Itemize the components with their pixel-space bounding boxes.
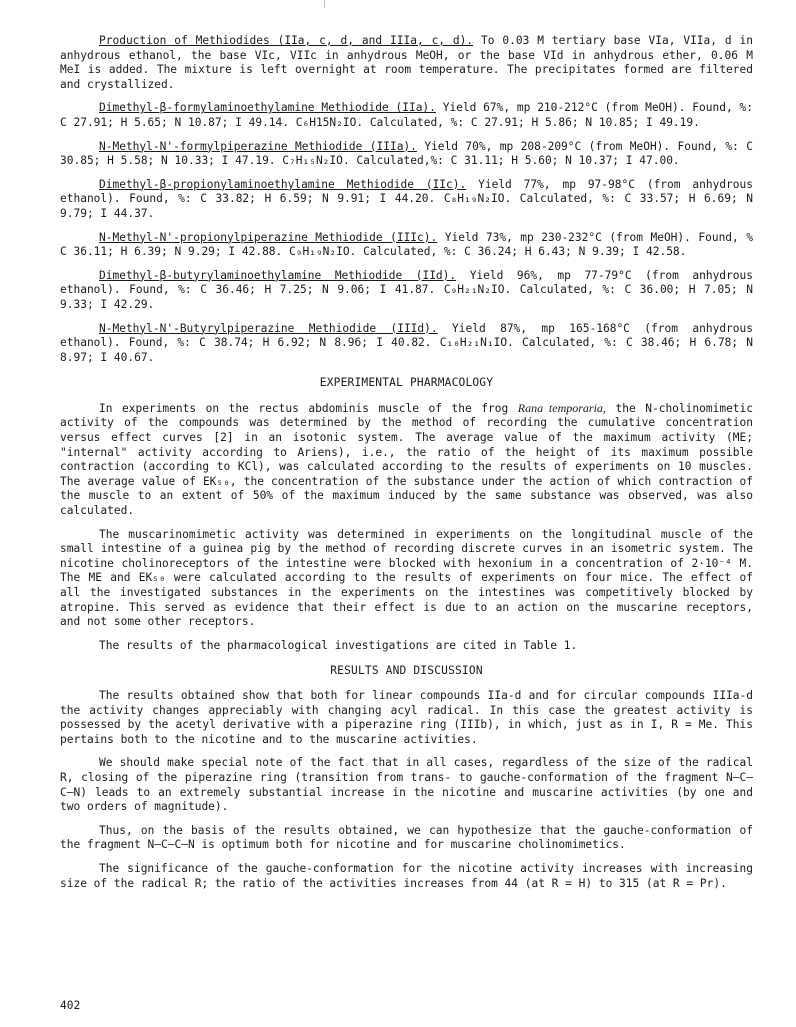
text-run: In experiments on the rectus abdominis muscle of the frog bbox=[99, 401, 518, 415]
paragraph-lead: N-Methyl-N'-Butyrylpiperazine Methiodide (IIId). bbox=[99, 321, 438, 335]
results-paragraph: The significance of the gauche-conformation for the nicotine activity increases with increasing size of the radical R; the ratio of the activities increases from 44 (at R = H) to 315 (at R = Pr). bbox=[60, 861, 753, 890]
top-crop-mark bbox=[324, 0, 325, 8]
paragraph-p6 bbox=[60, 269, 753, 313]
paragraph-text: Yield 87%, mp 165-168°C (from anhydrous ethanol). Found, %: C 38.74; H 6.92; N 8.96; I 40.82. C₁₀H₂₁N₁IO. Calculated, %: C 38.46; H 6.78; N 8.97; I 40.67. bbox=[60, 321, 753, 364]
paragraph-p1 bbox=[60, 34, 753, 92]
paragraph-text: To 0.03 M tertiary base VIa, VIIa, d in anhydrous ethanol, the base VIc, VIIc in anhydrous MeOH, or the base VId in anhydrous ether, 0.06 M MeI is added. The mixture is left overnight at room temperature. The precipitates formed are filtered and crystallized. bbox=[60, 34, 754, 91]
results-paragraph: We should make special note of the fact that in all cases, regardless of the size of the radical R, closing of the piperazine ring (transition from trans- to gauche-conformation of the fragment N–C–C–N) leads to an extremely substantial increase in the nicotine and muscarine activities (by one and two orders of magnitude). bbox=[60, 756, 753, 814]
paragraph-lead: N-Methyl-N'-propionylpiperazine Methiodide (IIIc). bbox=[99, 230, 438, 244]
paragraph-p5 bbox=[60, 231, 753, 260]
paragraph-p7 bbox=[60, 322, 753, 366]
paragraph-p4 bbox=[60, 178, 753, 222]
paragraph-lead: Production of Methiodides (IIa, c, d, and IIIa, c, d). bbox=[99, 34, 474, 47]
paragraph-text: Yield 96%, mp 77-79°C (from anhydrous ethanol). Found, %: C 36.46; H 7.25; N 9.06; I 41.87. C₉H₂₁N₂IO. Calculated, %: C 36.00; H 7.05; N 9.33; I 42.29. bbox=[60, 268, 753, 311]
paragraph-p3 bbox=[60, 140, 753, 169]
pharm-paragraph bbox=[60, 528, 753, 630]
pharm-paragraph bbox=[60, 401, 753, 519]
paragraph-lead: Dimethyl-β-formylaminoethylamine Methiodide (IIa). bbox=[99, 101, 436, 115]
paragraph-lead: N-Methyl-N'-formylpiperazine Methiodide (IIIa). bbox=[99, 139, 417, 153]
paragraph-lead: Dimethyl-β-butyrylaminoethylamine Methiodide (IId). bbox=[99, 268, 457, 282]
pharmacology-section bbox=[60, 401, 753, 654]
page-number: 402 bbox=[60, 999, 81, 1012]
paragraph-lead: Dimethyl-β-propionylaminoethylamine Methiodide (IIc). bbox=[99, 177, 467, 191]
paragraph-text: Yield 70%, mp 208-209°C (from MeOH). Found, %: C 30.85; H 5.58; N 10.33; I 47.19. C₇H₁₅N₂IO. Calculated,%: C 31.11; H 5.60; N 10.37; I 47.00. bbox=[60, 139, 753, 168]
results-section bbox=[60, 689, 753, 891]
species-name: Rana temporaria, bbox=[517, 400, 606, 415]
paragraph-text: Yield 67%, mp 210-212°C (from MeOH). Found, %: C 27.91; H 5.65; N 10.87; I 49.14. C₆H15N₂IO. Calculated, %: C 27.91; H 5.86; N 10.85; I 49.19. bbox=[60, 101, 753, 129]
pharm-paragraph bbox=[60, 639, 753, 654]
document-page bbox=[60, 34, 753, 900]
results-paragraph: Thus, on the basis of the results obtained, we can hypothesize that the gauche-conformation of the fragment N–C–C–N is optimum both for nicotine and for muscarine cholinomimetics. bbox=[60, 823, 753, 852]
paragraph-text: Yield 77%, mp 97-98°C (from anhydrous ethanol). Found, %: C 33.82; H 6.59; N 9.91; I 44.20. C₈H₁₉N₂IO. Calculated, %: C 33.57; H 6.69; N 9.79; I 44.37. bbox=[60, 177, 753, 220]
results-paragraph: The results obtained show that both for linear compounds IIa-d and for circular compounds IIIa-d the activity changes appreciably with changing acyl radical. In this case the greatest activity is possessed by the acetyl derivative with a piperazine ring (IIIb), in which, just as in I, R = Me. This pertains both to the nicotine and to the muscarine activities. bbox=[60, 688, 753, 746]
synthesis-section bbox=[60, 34, 753, 365]
section-heading-pharmacology: EXPERIMENTAL PHARMACOLOGY bbox=[319, 376, 494, 390]
text-run: The results of the pharmacological investigations are cited in Table 1. bbox=[99, 638, 578, 652]
section-heading-results: RESULTS AND DISCUSSION bbox=[330, 664, 483, 678]
text-run: the N-cholinomimetic activity of the compounds was determined by the method of recording the cumulative concentration versus effect curves [2] in an isotonic system. The average value of the maximum activity (ME; "internal" activity according to Ariens), i.e., the ratio of the height of its maximum possible contraction (according to KCl), was calculated according to the results of experiments on 10 muscles. The average value of EK₅₀, the concentration of the substance under the action of which contraction of the muscle to an extent of 50% of the maximum induced by the same substance was observed, was also calculated. bbox=[60, 401, 754, 518]
text-run: The muscarinomimetic activity was determined in experiments on the longitudinal muscle of the small intestine of a guinea pig by the method of recording discrete curves in an isometric system. The nicotine cholinoreceptors of the intestine were blocked with hexonium in a concentration of 2·10⁻⁴ M. The ME and EK₅₀ were calculated according to the results of experiments on four mice. The effect of all the investigated substances in the experiments on the intestines was competitively blocked by atropine. This served as evidence that their effect is due to an action on the muscarine receptors, and not some other receptors. bbox=[60, 527, 753, 629]
paragraph-text: Yield 73%, mp 230-232°C (from MeOH). Found, % C 36.11; H 6.39; N 9.29; I 42.88. C₉H₁₉N₂IO. Calculated, %: C 36.24; H 6.43; N 9.39; I 42.58. bbox=[60, 230, 753, 259]
paragraph-p2 bbox=[60, 101, 753, 130]
